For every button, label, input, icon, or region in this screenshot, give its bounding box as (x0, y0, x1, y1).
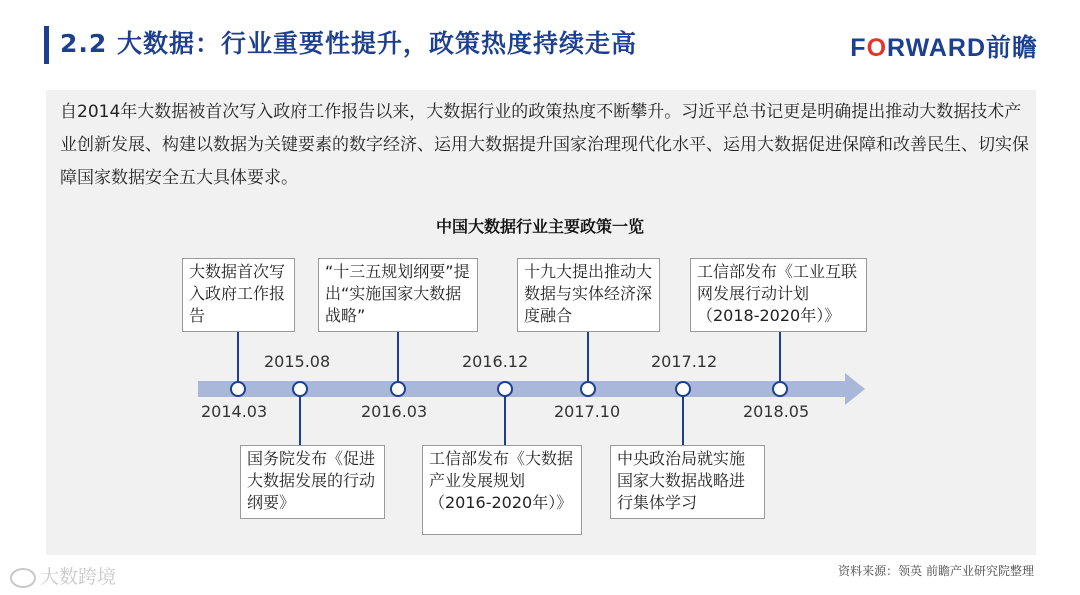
event-box-2017-10: 十九大提出推动大数据与实体经济深度融合 (517, 258, 660, 332)
timeline-node-2016.12 (498, 382, 512, 396)
event-box-2016-12: 工信部发布《大数据产业发展规划（2016-2020年）》 (422, 445, 582, 535)
event-box-2018-05: 工信部发布《工业互联网发展行动计划（2018-2020年）》 (690, 258, 867, 332)
timeline-node-2016.03 (391, 382, 405, 396)
source-note: 资料来源：领英 前瞻产业研究院整理 (838, 564, 1034, 578)
timeline-node-2014.03 (231, 382, 245, 396)
logo-text-rest: RWARD前瞻 (887, 34, 1038, 62)
intro-paragraph: 自2014年大数据被首次写入政府工作报告以来，大数据行业的政策热度不断攀升。习近平总书记更是明确提出推动大数据技术产业创新发展、构建以数据为关键要素的数字经济、运用大数据提升国家治理现代化水平、运用大数据促进保障和改善民生、切实保障国家数据安全五大具体要求。 (60, 102, 1029, 188)
date-label-2014-03: 2014.03 (201, 402, 268, 421)
event-box-2015-08: 国务院发布《促进大数据发展的行动纲要》 (240, 445, 385, 519)
date-label-2016-03: 2016.03 (361, 402, 428, 421)
date-label-2017-10: 2017.10 (554, 402, 621, 421)
watermark-icon (10, 568, 36, 588)
timeline-node-2017.12 (676, 382, 690, 396)
timeline-title: 中国大数据行业主要政策一览 (435, 217, 644, 236)
date-label-2016-12: 2016.12 (462, 352, 529, 371)
date-label-2015-08: 2015.08 (264, 352, 331, 371)
date-label-2018-05: 2018.05 (743, 402, 810, 421)
timeline-node-2017.10 (581, 382, 595, 396)
event-box-2014-03: 大数据首次写入政府工作报告 (182, 258, 295, 332)
logo-o-mark: O (866, 34, 888, 62)
event-box-2016-03: “十三五规划纲要”提出“实施国家大数据战略” (318, 258, 478, 332)
watermark-text: 大数跨境 (40, 566, 117, 588)
timeline-node-2018.05 (773, 382, 787, 396)
date-label-2017-12: 2017.12 (651, 352, 718, 371)
timeline-node-2015.08 (293, 382, 307, 396)
logo-text-f: F (850, 34, 867, 62)
watermark (10, 562, 116, 589)
event-box-2017-12: 中央政治局就实施国家大数据战略进行集体学习 (610, 445, 765, 519)
page-title: 2.2 大数据：行业重要性提升，政策热度持续走高 (60, 29, 637, 58)
